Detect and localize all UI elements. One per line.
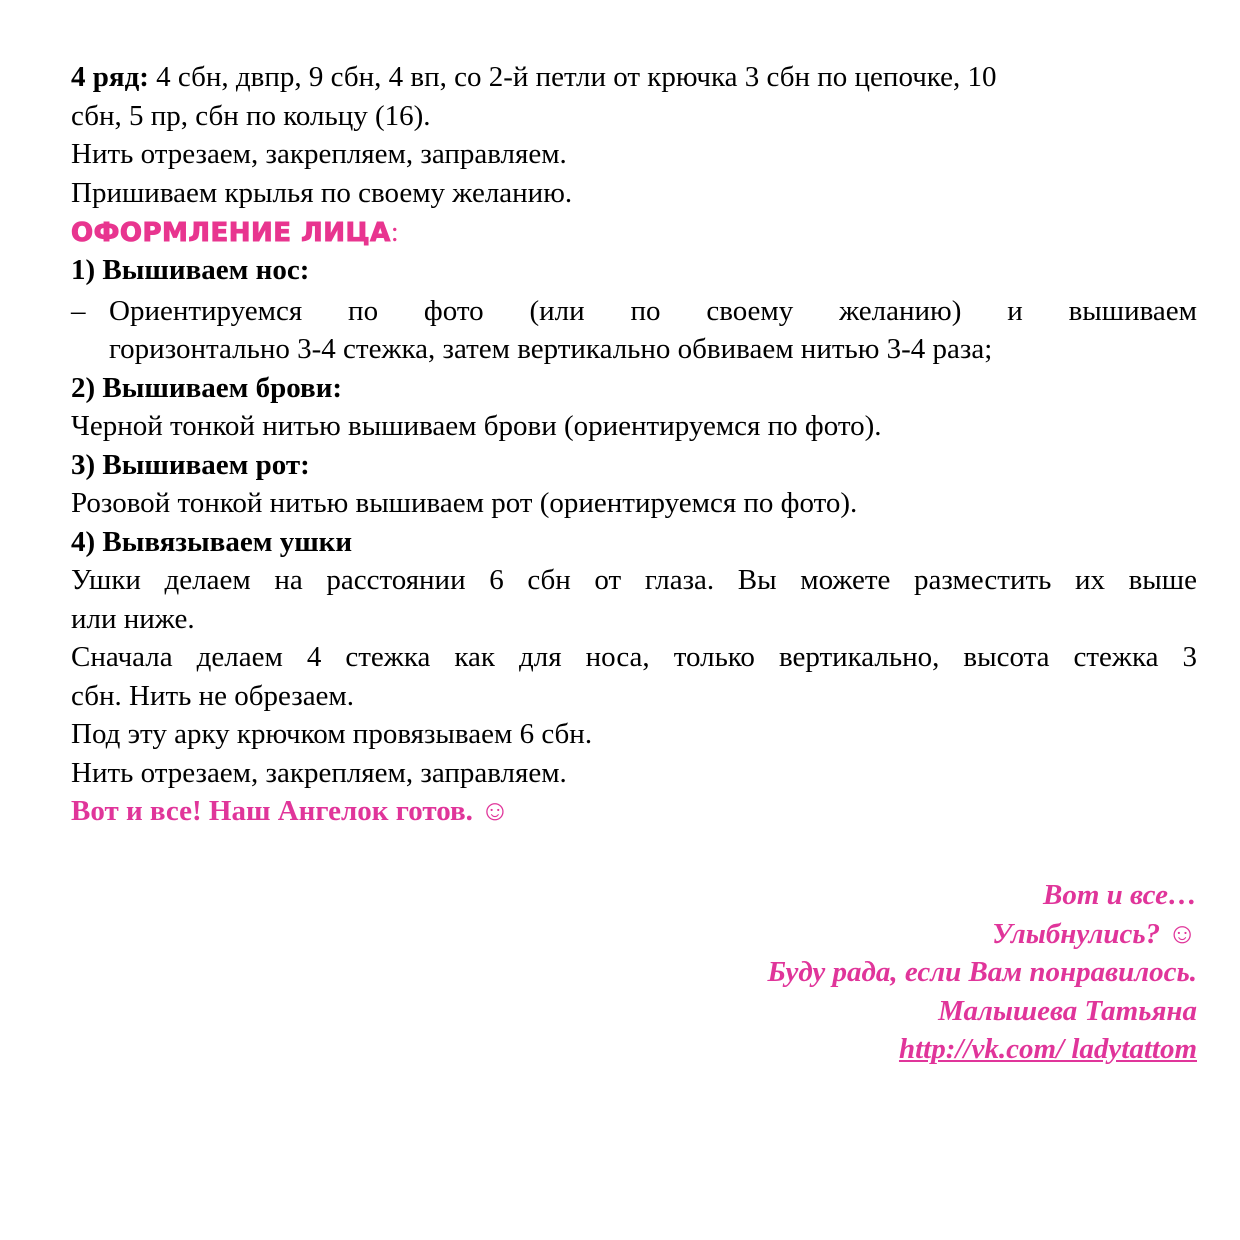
face-section-colon: : bbox=[390, 216, 400, 248]
document-body bbox=[71, 58, 1197, 831]
step4-para1-line2: или ниже. bbox=[71, 602, 195, 635]
step3-text: Розовой тонкой нитью вышиваем рот (ориентируемся по фото). bbox=[71, 487, 858, 519]
step3-heading: 3) Вышиваем рот: bbox=[71, 448, 310, 481]
wings-instruction: Пришиваем крылья по своему желанию. bbox=[71, 176, 573, 209]
step1-line2: горизонтально 3-4 стежка, затем вертикально обвиваем нитью 3-4 раза; bbox=[109, 333, 993, 365]
face-section-heading bbox=[71, 214, 1197, 251]
step4-para2-line1: Сначала делаем 4 стежка как для носа, только вертикально, высота стежка 3 bbox=[71, 641, 1197, 673]
signature-line2: Улыбнулись? ☺ bbox=[992, 917, 1197, 950]
step2-heading: 2) Вышиваем брови: bbox=[71, 371, 343, 404]
face-section-title: ОФОРМЛЕНИЕ ЛИЦА bbox=[71, 218, 391, 248]
signature-line3: Буду рада, если Вам понравилось. bbox=[767, 956, 1197, 988]
row4-line2: сбн, 5 пр, сбн по кольцу (16). bbox=[71, 99, 431, 132]
dash-bullet: – bbox=[71, 294, 86, 327]
cut-thread-instruction: Нить отрезаем, закрепляем, заправляем. bbox=[71, 138, 567, 170]
step4-para3: Под эту арку крючком провязываем 6 сбн. bbox=[71, 718, 593, 750]
step4-heading: 4) Вывязываем ушки bbox=[71, 525, 353, 558]
final-message: Вот и все! Наш Ангелок готов. ☺ bbox=[71, 795, 510, 827]
row4-text-1: 4 сбн, двпр, 9 сбн, 4 вп, со 2-й петли от крючка 3 сбн по цепочке, 10 bbox=[148, 61, 997, 93]
step4-para4: Нить отрезаем, закрепляем, заправляем. bbox=[71, 756, 567, 789]
step4-para2-line2: сбн. Нить не обрезаем. bbox=[71, 679, 355, 712]
row4-line1 bbox=[71, 58, 1197, 97]
step1-heading: 1) Вышиваем нос: bbox=[71, 254, 310, 286]
step1-list-body bbox=[109, 292, 1197, 369]
row4-label: 4 ряд: bbox=[71, 61, 149, 93]
step1-list-item bbox=[71, 292, 1197, 369]
vk-link[interactable]: http://vk.com/ ladytattom bbox=[898, 1033, 1197, 1065]
signature-line1: Вот и все… bbox=[1043, 879, 1197, 911]
step2-text: Черной тонкой нитью вышиваем брови (ориентируемся по фото). bbox=[71, 410, 882, 442]
step1-line1: Ориентируемся по фото (или по своему желанию) и вышиваем bbox=[109, 294, 1197, 327]
signature-block bbox=[767, 876, 1197, 1069]
step4-para1-line1: Ушки делаем на расстоянии 6 сбн от глаза. Вы можете разместить их выше bbox=[71, 564, 1197, 596]
signature-author: Малышева Татьяна bbox=[938, 994, 1197, 1027]
